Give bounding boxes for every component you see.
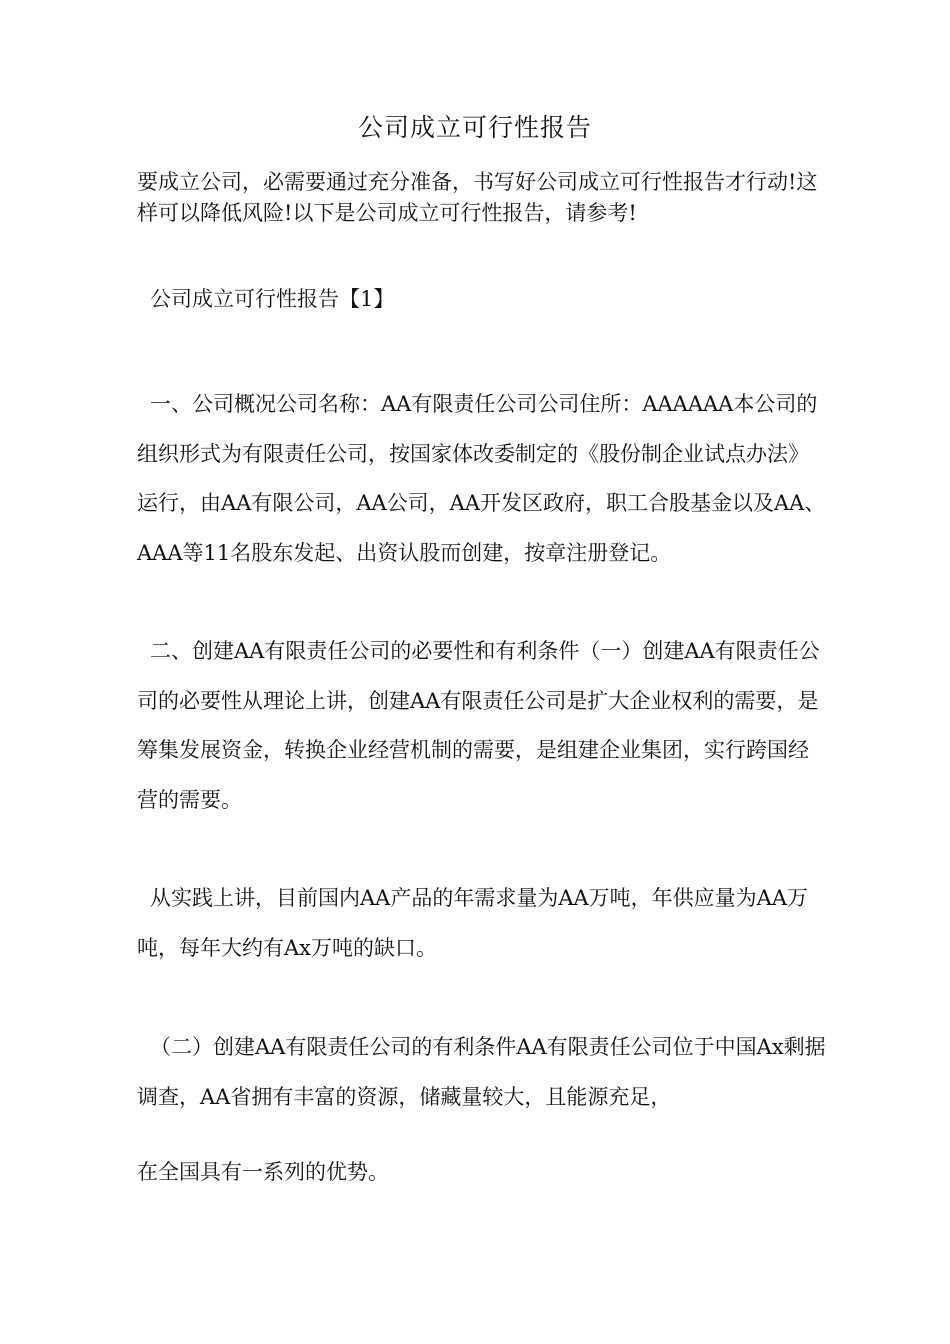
- paragraph-advantages: 在全国具有一系列的优势。: [137, 1160, 389, 1184]
- paragraph-text: 从实践上讲，目前国内AA产品的年需求量为AA万吨，年供应量为AA万吨，每年大约有Ax万吨的缺口。: [137, 886, 808, 960]
- paragraph-text: 二、创建AA有限责任公司的必要性和有利条件（一）创建AA有限责任公司的必要性从理论上讲，创建AA有限责任公司是扩大企业权利的需要，是筹集发展资金，转换企业经营机制的需要，是组建企业集团，实行跨国经营的需要。: [137, 639, 820, 812]
- paragraph-necessity: [137, 627, 827, 825]
- paragraph-company-overview: [137, 380, 827, 578]
- section-heading: 公司成立可行性报告【1】: [150, 287, 395, 311]
- paragraph-text: 一、公司概况公司名称：AA有限责任公司公司住所：AAAAAA本公司的组织形式为有限责任公司，按国家体改委制定的《股份制企业试点办法》运行，由AA有限公司，AA公司，AA开发区政府，职工合股基金以及AA、AAA等11名股东发起、出资认股而创建，按章注册登记。: [137, 392, 826, 565]
- paragraph-practice: [137, 874, 827, 973]
- page-title: 公司成立可行性报告: [357, 113, 592, 142]
- paragraph-favorable-conditions: [137, 1023, 827, 1122]
- paragraph-text: （二）创建AA有限责任公司的有利条件AA有限责任公司位于中国Ax剩据调查，AA省拥有丰富的资源，储藏量较大，且能源充足，: [137, 1035, 826, 1109]
- intro-paragraph: 要成立公司，必需要通过充分准备，书写好公司成立可行性报告才行动!这样可以降低风险!以下是公司成立可行性报告，请参考!: [137, 170, 818, 225]
